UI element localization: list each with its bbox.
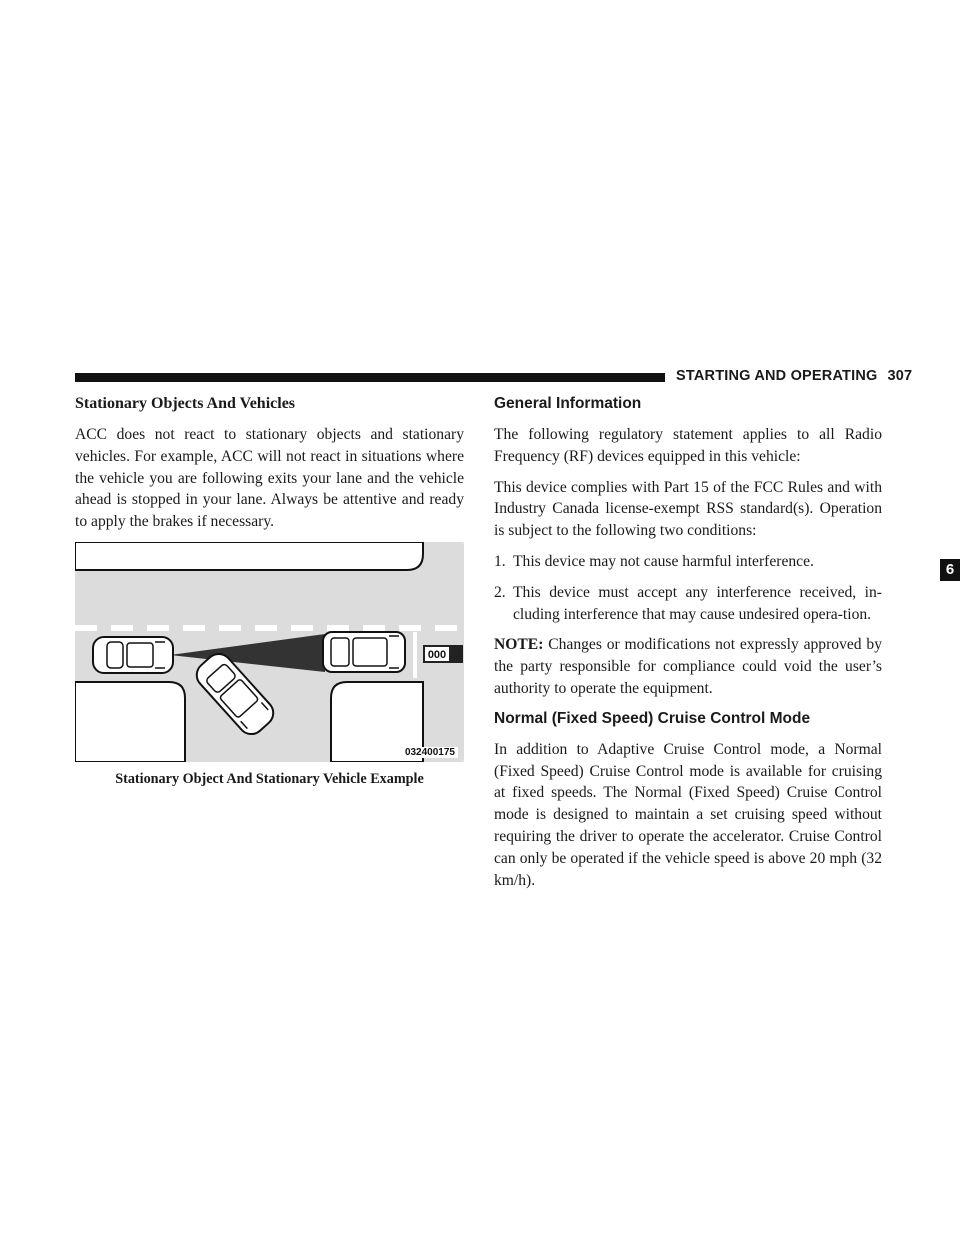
list-text: This device must accept any interference received, in-cluding interference that may cause undesired opera-tion.	[513, 583, 882, 623]
page-number: 307	[887, 368, 913, 384]
chapter-tab[interactable]: 6	[940, 559, 960, 581]
left-column	[75, 394, 464, 788]
sign-text: 000	[427, 648, 447, 661]
note-text: Changes or modifications not expressly approved by the party responsible for compliance could void the user’s authority to operate the equipment.	[494, 636, 882, 697]
section-heading-cruise: Normal (Fixed Speed) Cruise Control Mode	[494, 709, 811, 727]
header-rule	[75, 373, 665, 382]
running-header	[676, 368, 912, 384]
stop-line	[413, 632, 417, 678]
road-diagram	[75, 542, 464, 762]
sidewalk-top	[75, 542, 423, 570]
stationary-vehicle-figure	[75, 542, 464, 762]
body-paragraph: ACC does not react to stationary objects and stationary vehicles. For example, ACC will not react in situations where the vehicle you are following exits your lane and the vehicle ahead is stopped in your lane. Always be attentive and ready to apply the brakes if necessary.	[75, 426, 464, 531]
radar-beam	[170, 634, 325, 672]
body-paragraph: This device complies with Part 15 of the FCC Rules and with Industry Canada license-exempt RSS standard(s). Operation is subject to the following two conditions:	[494, 478, 882, 540]
section-title: STARTING AND OPERATING	[676, 368, 878, 384]
following-vehicle	[93, 637, 173, 673]
list-item	[494, 582, 882, 626]
section-heading-stationary: Stationary Objects And Vehicles	[75, 395, 296, 412]
list-number: 1.	[494, 552, 506, 570]
list-number: 2.	[494, 583, 506, 601]
figure-code: 032400175	[402, 747, 458, 758]
right-column	[494, 394, 882, 900]
list-text: This device may not cause harmful interference.	[513, 552, 814, 570]
block-lower-left	[75, 682, 185, 762]
section-heading-general: General Information	[494, 395, 642, 412]
note-paragraph	[494, 634, 882, 699]
note-label: NOTE:	[494, 636, 544, 654]
roadside-sign	[423, 645, 463, 663]
list-item	[494, 551, 882, 573]
stopped-vehicle	[323, 632, 405, 672]
body-paragraph: The following regulatory statement applies to all Radio Frequency (RF) devices equipped in this vehicle:	[494, 426, 882, 465]
figure-caption: Stationary Object And Stationary Vehicle Example	[115, 770, 424, 787]
body-paragraph: In addition to Adaptive Cruise Control mode, a Normal (Fixed Speed) Cruise Control mode is available for cruising at fixed speeds. The Normal (Fixed Speed) Cruise Control mode is designed to maintain a set cruising speed without requiring the driver to operate the accelerator. Cruise Control can only be operated if the vehicle speed is above 20 mph (32 km/h).	[494, 740, 882, 889]
